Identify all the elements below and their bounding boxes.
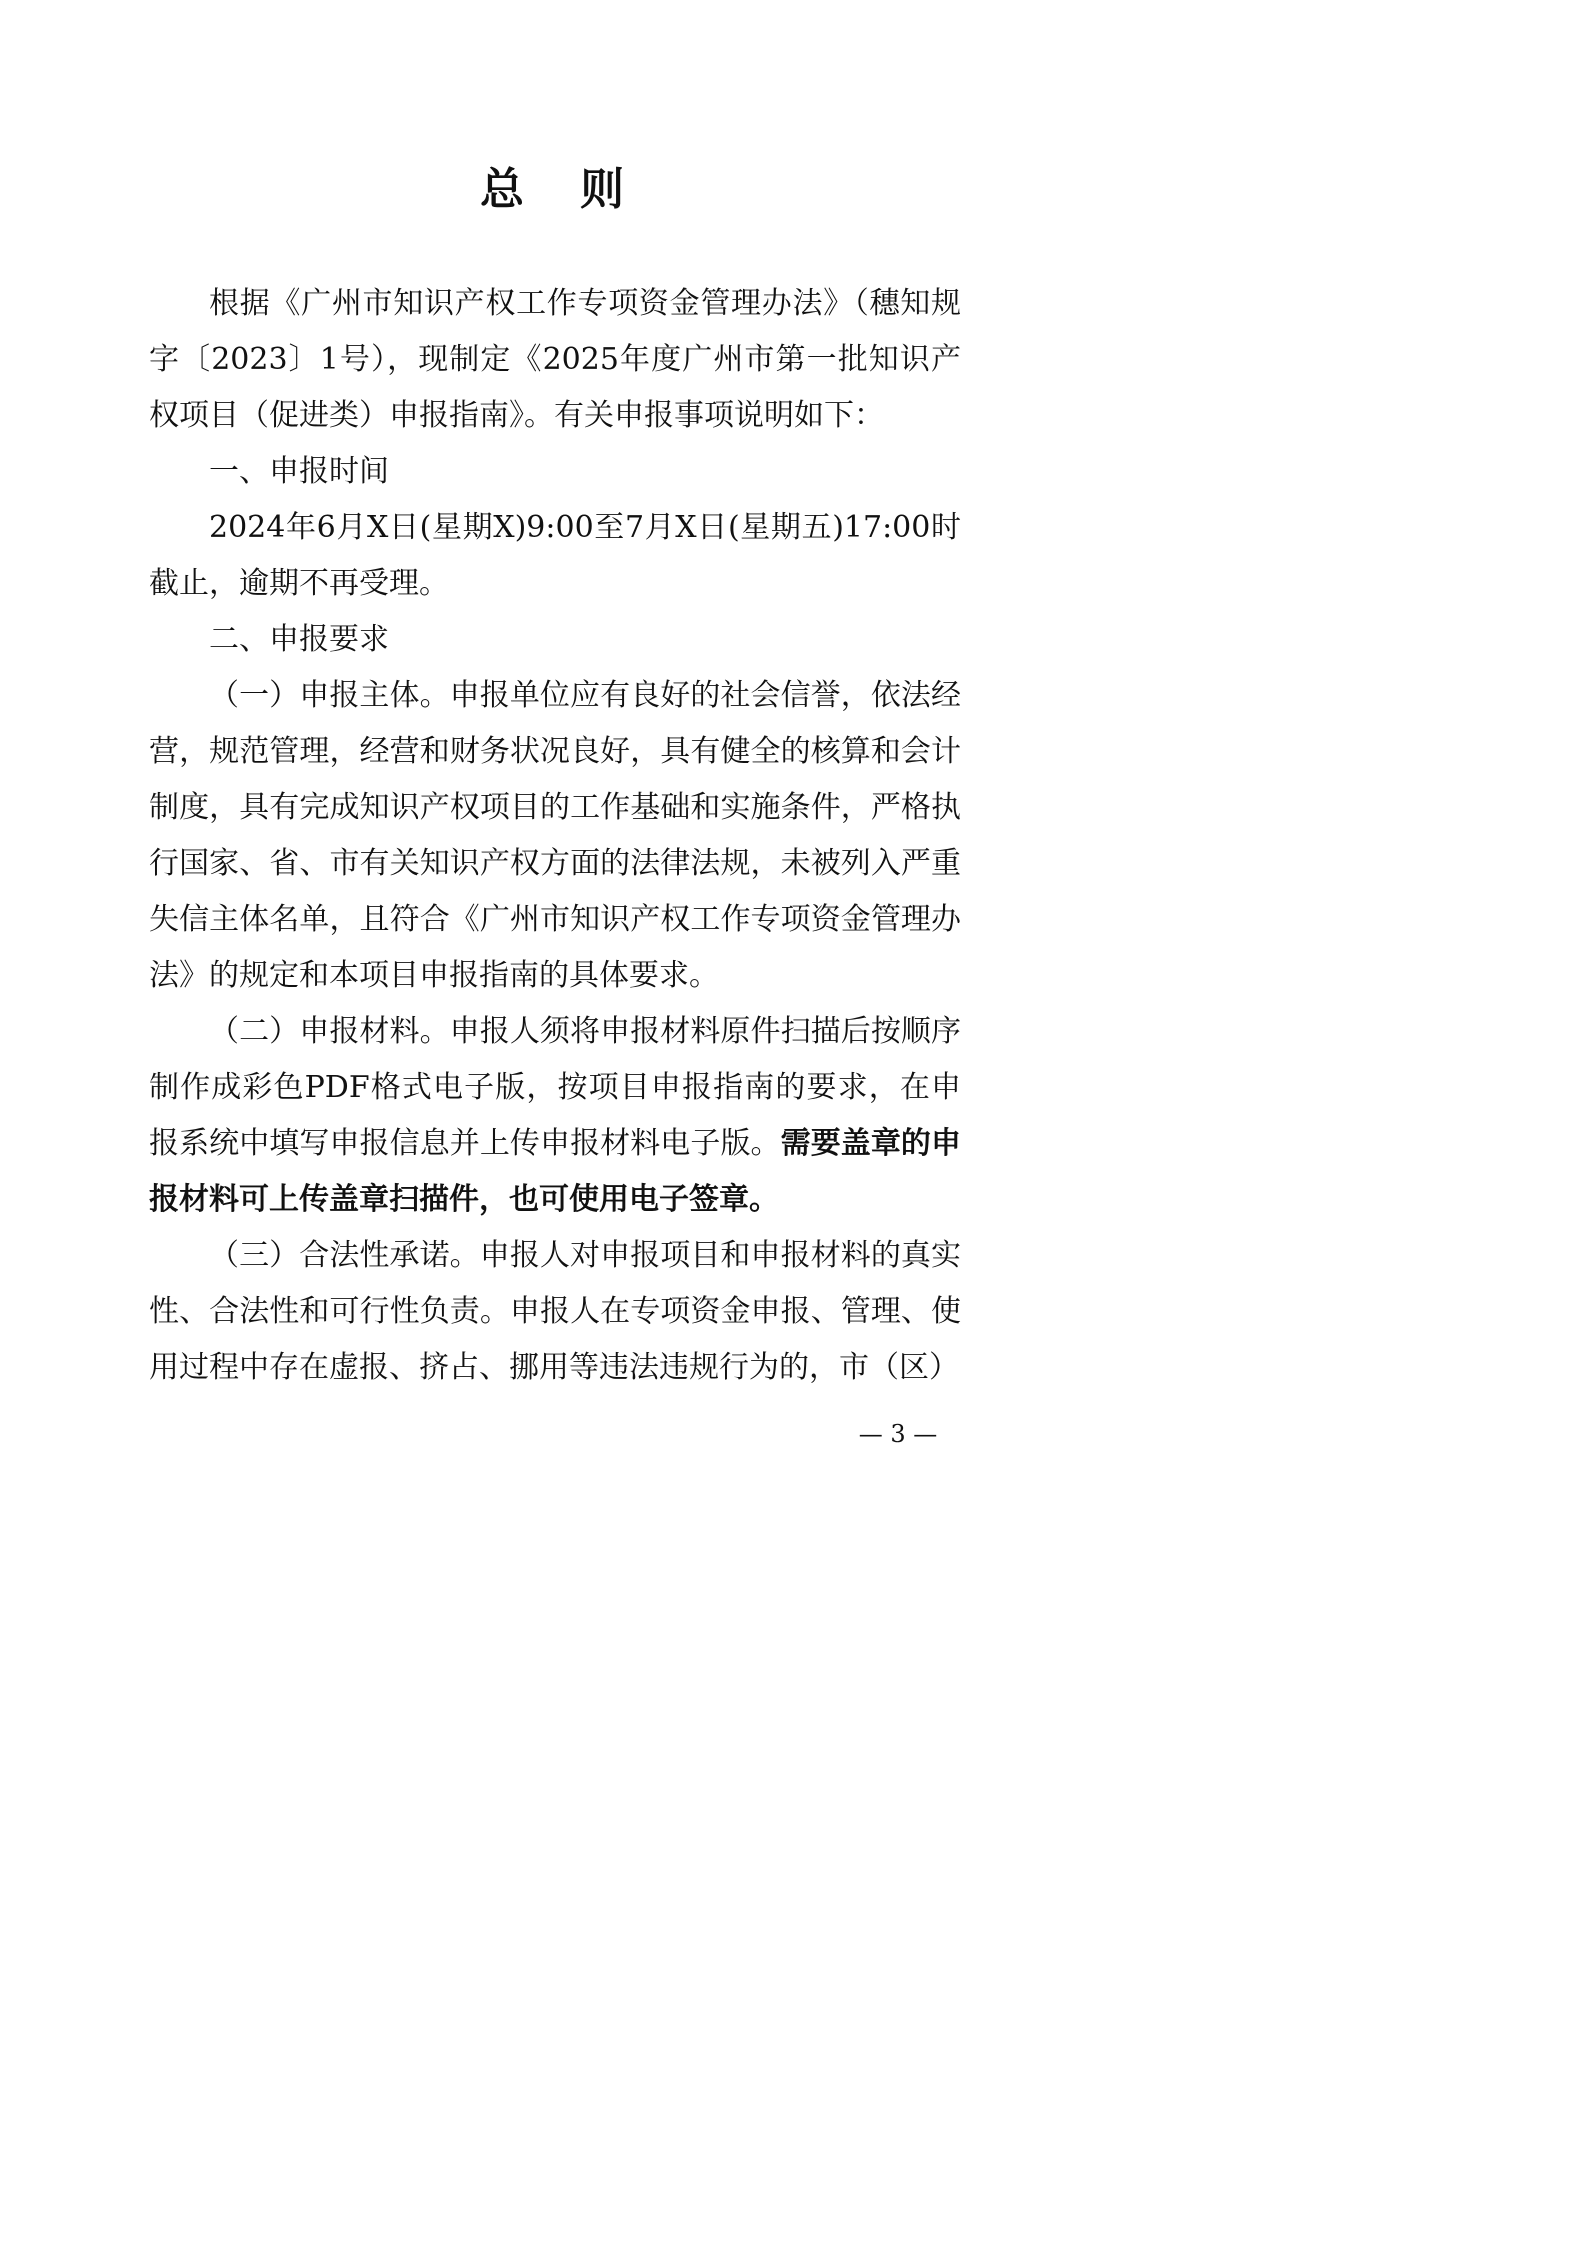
title-char-2: 则 bbox=[580, 164, 624, 215]
title-char-1: 总 bbox=[480, 164, 524, 215]
item-materials-text: （二）申报材料。申报人须将申报材料原件扫描后按顺序制作成彩色PDF格式电子版，按项目申报指南的要求，在申报系统中填写申报信息并上传申报材料电子版。 bbox=[149, 1014, 961, 1161]
item-materials bbox=[149, 1004, 961, 1228]
item-legality: （三）合法性承诺。申报人对申报项目和申报材料的真实性、合法性和可行性负责。申报人在专项资金申报、管理、使用过程中存在虚报、挤占、挪用等违法违规行为的，市（区） bbox=[149, 1238, 961, 1385]
item-applicant: （一）申报主体。申报单位应有良好的社会信誉，依法经营，规范管理，经营和财务状况良好，具有健全的核算和会计制度，具有完成知识产权项目的工作基础和实施条件，严格执行国家、省、市有关知识产权方面的法律法规，未被列入严重失信主体名单，且符合《广州市知识产权工作专项资金管理办法》的规定和本项目申报指南的具体要求。 bbox=[149, 678, 961, 993]
item-materials-emphasis: 需要盖章的申报材料可上传盖章扫描件，也可使用电子签章。 bbox=[149, 1126, 962, 1217]
page-title bbox=[0, 160, 1104, 220]
document-page bbox=[0, 0, 1104, 1562]
section-heading-requirements: 二、申报要求 bbox=[209, 622, 389, 657]
section-heading-time: 一、申报时间 bbox=[209, 454, 389, 489]
page-number: — 3 — bbox=[858, 1420, 938, 1448]
document-body bbox=[149, 276, 961, 1396]
intro-paragraph: 根据《广州市知识产权工作专项资金管理办法》（穗知规字〔2023〕1号），现制定《2025年度广州市第一批知识产权项目（促进类）申报指南》。有关申报事项说明如下： bbox=[149, 286, 961, 433]
section-text-time: 2024年6月X日(星期X)9:00至7月X日(星期五)17:00时截止，逾期不再受理。 bbox=[149, 510, 961, 601]
